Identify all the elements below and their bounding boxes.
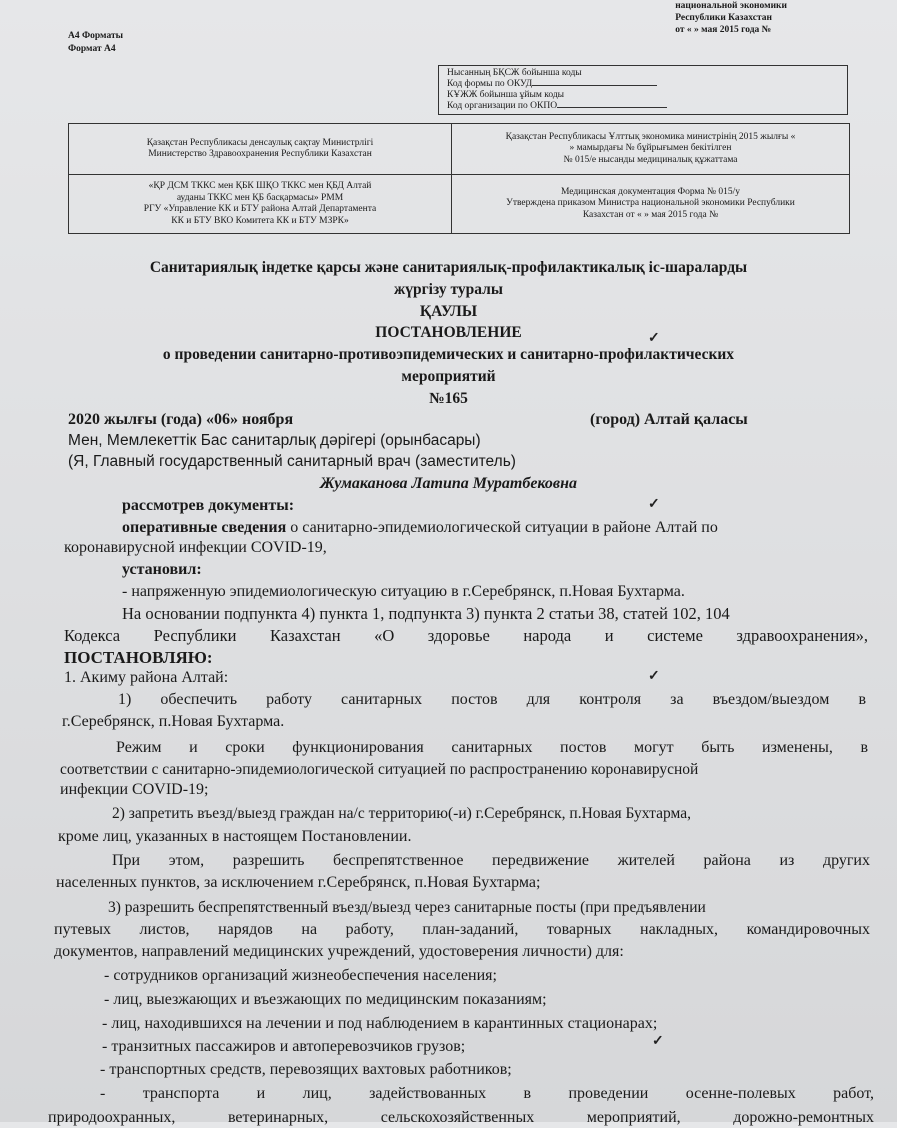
- format-caption-ru: Формат А4: [68, 44, 116, 54]
- title-kz-2: жүргізу туралы: [394, 281, 503, 298]
- body-line-21: 3) разрешить беспрепятственный въезд/выезд через санитарные посты (при предъявлении: [108, 899, 706, 916]
- document-city: (город) Алтай қаласы: [590, 411, 748, 428]
- approval-line-1: национальной экономики: [675, 1, 787, 11]
- codes-row-3: КҰЖЖ бойынша ұйым коды: [447, 90, 565, 100]
- body-line-17: 2) запретить въезд/выезд граждан на/с территорию(-и) г.Серебрянск, п.Новая Бухтарма,: [112, 805, 691, 822]
- title-postanovlenie: ПОСТАНОВЛЕНИЕ: [375, 324, 522, 341]
- body-line-6: установил:: [122, 561, 202, 578]
- approval-line-2: Республики Казахстан: [675, 13, 772, 23]
- codes-box: [438, 65, 848, 115]
- body-line-20: населенных пунктов, за исключением г.Серебрянск, п.Новая Бухтарма;: [56, 874, 541, 891]
- body-line-25: - лиц, выезжающих и въезжающих по медицинским показаниям;: [104, 991, 547, 1008]
- body-line-22: путевых листов, нарядов на работу, план-заданий, товарных накладных, командировочных: [54, 921, 870, 938]
- body-line-19: При этом, разрешить беспрепятственное передвижение жителей района из других: [112, 852, 870, 869]
- body-line-26: - лиц, находившихся на лечении и под наблюдением в карантинных стационарах;: [102, 1015, 658, 1032]
- body-line-28: - транспортных средств, перевозящих вахтовых работников;: [100, 1061, 512, 1078]
- body-line-29: - транспорта и лиц, задействованных в проведении осенне-полевых работ,: [100, 1085, 874, 1102]
- codes-row-1: Нысанның БҚСЖ бойынша коды: [447, 68, 582, 78]
- approval-caption: [675, 0, 787, 36]
- body-line-18: кроме лиц, указанных в настоящем Постановлении.: [58, 828, 412, 845]
- body-line-4: оперативные сведения о санитарно-эпидемиологической ситуации в районе Алтай по: [122, 519, 718, 536]
- approval-line-3: от « » мая 2015 года №: [675, 25, 772, 35]
- department-line-2: ауданы ТККС мен ҚБ басқармасы» РММ: [176, 192, 344, 203]
- body-line-3: рассмотрев документы:: [122, 497, 295, 514]
- body-line-2: (Я, Главный государственный санитарный врач (заместитель): [68, 453, 516, 470]
- department-line-4: КК и БТУ ВКО Комитета КК и БТУ МЗРК»: [171, 215, 349, 226]
- form-approval-ru-3: Казахстан от « » мая 2015 года №: [582, 209, 719, 220]
- body-line-23: документов, направлений медицинских учреждений, удостоверения личности) для:: [54, 943, 624, 960]
- ministry-ru: Министерство Здравоохранения Республики Казахстан: [148, 149, 372, 159]
- body-line-24: - сотрудников организаций жизнеобеспечения населения;: [104, 967, 497, 984]
- body-line-12: 1) обеспечить работу санитарных постов для контроля за въездом/выездом в: [118, 691, 866, 708]
- body-line-5: коронавирусной инфекции COVID-19,: [64, 539, 327, 556]
- format-caption: [68, 30, 123, 56]
- document-date: 2020 жылғы (года) «06» ноября: [68, 411, 294, 428]
- body-line-13: г.Серебрянск, п.Новая Бухтарма.: [62, 713, 285, 730]
- body-line-15: соответствии с санитарно-эпидемиологической ситуацией по распространению коронавирусной: [60, 761, 699, 778]
- header-table: [68, 123, 850, 234]
- form-approval-kz-2: » мамырдағы № бұйрығымен бекітілген: [569, 143, 732, 154]
- pen-mark: ✓: [652, 1034, 664, 1049]
- pen-mark: ✓: [648, 497, 660, 512]
- doctor-name: Жумаканова Латипа Муратбековна: [320, 475, 577, 492]
- body-line-14: Режим и сроки функционирования санитарных постов могут быть изменены, в: [116, 739, 868, 756]
- pen-mark: ✓: [648, 331, 660, 346]
- ministry-kz: Қазақстан Республикасы денсаулық сақтау Министрлігі: [146, 137, 374, 148]
- department-line-1: «ҚР ДСМ ТККС мен ҚБК ШҚО ТККС мен ҚБД Алтай: [148, 181, 372, 191]
- body-line-9: Кодекса Республики Казахстан «О здоровье народа и системе здравоохранения»,: [64, 626, 868, 645]
- body-line-10: ПОСТАНОВЛЯЮ:: [64, 648, 213, 667]
- title-ru-2: о проведении санитарно-противоэпидемических и санитарно-профилактических: [162, 346, 735, 363]
- body-line-27: - транзитных пассажиров и автоперевозчиков грузов;: [102, 1038, 466, 1055]
- pen-mark: ✓: [648, 669, 660, 684]
- body-line-11: 1. Акиму района Алтай:: [64, 669, 229, 686]
- body-line-7: - напряженную эпидемиологическую ситуацию в г.Серебрянск, п.Новая Бухтарма.: [122, 583, 685, 600]
- form-approval-kz-1: Қазақстан Республикасы Ұлттық экономика министрінің 2015 жылғы «: [505, 131, 796, 142]
- body-line-30: природоохранных, ветеринарных, сельскохозяйственных мероприятий, дорожно-ремонтных: [48, 1109, 874, 1126]
- form-approval-kz-3: № 015/е нысанды медициналық құжаттама: [563, 154, 738, 165]
- format-caption-kz: А4 Форматы: [68, 31, 124, 41]
- codes-row-4: Код организации по ОКПО: [447, 101, 558, 111]
- title-ru-3: мероприятий: [401, 368, 496, 385]
- codes-row-2: Код формы по ОКУД: [447, 79, 533, 89]
- department-line-3: РГУ «Управление КК и БТУ района Алтай Департамента: [143, 204, 377, 214]
- form-approval-ru-2: Утверждена приказом Министра национальной экономики Республики: [506, 198, 795, 209]
- document-number: №165: [429, 390, 468, 407]
- body-line-16: инфекции COVID-19;: [60, 781, 209, 798]
- title-kaulý: ҚАУЛЫ: [419, 303, 478, 320]
- body-line-8: На основании подпункта 4) пункта 1, подпункта 3) пункта 2 статьи 38, статей 102, 104: [122, 604, 730, 623]
- body-line-1: Мен, Мемлекеттік Бас санитарлық дәрігері (орынбасары): [68, 432, 481, 449]
- form-approval-ru-1: Медицинская документация Форма № 015/у: [560, 186, 741, 197]
- title-kz-1: Санитариялық індетке қарсы және санитариялық-профилактикалық іс-шараларды: [149, 259, 748, 276]
